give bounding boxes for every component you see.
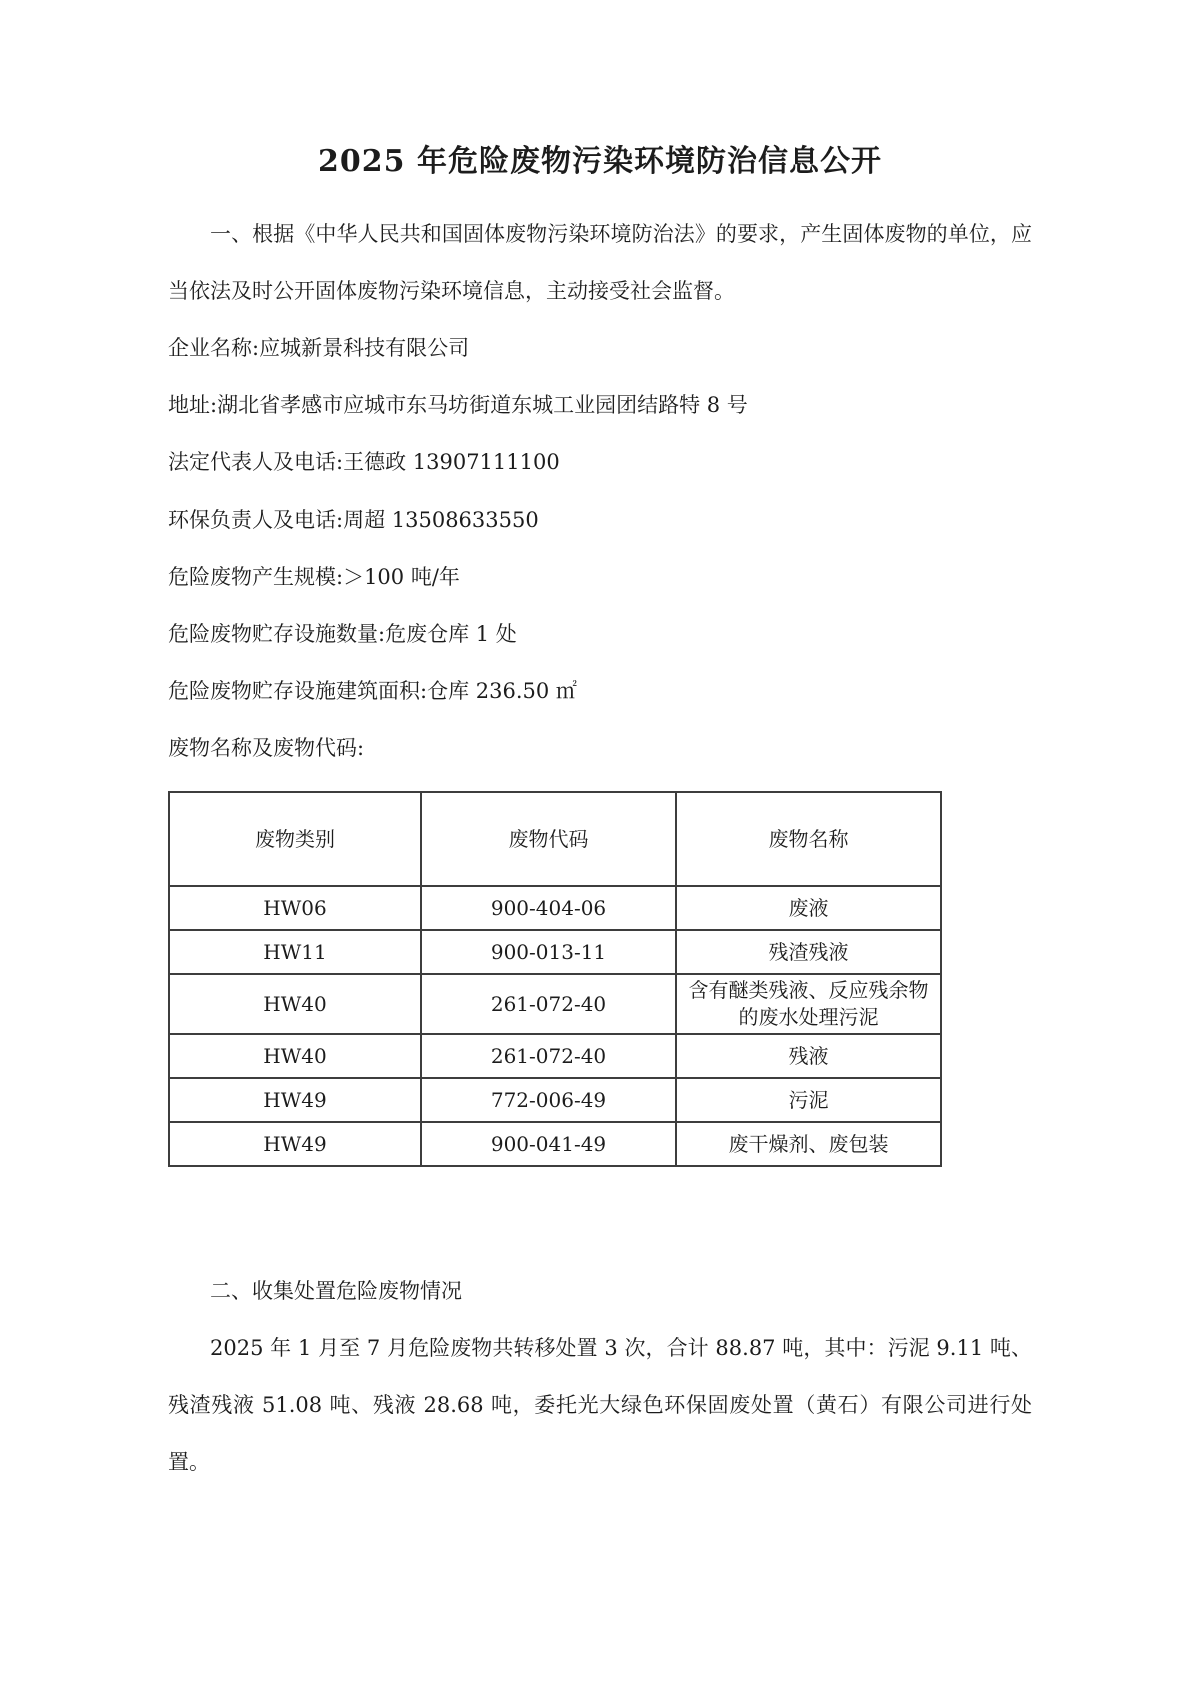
column-header-waste-code: 废物代码 [421,792,676,886]
page-title: 2025 年危险废物污染环境防治信息公开 [318,144,882,179]
info-line-waste-codes-label: 废物名称及废物代码: [168,735,365,760]
cell-waste-name: 废干燥剂、废包装 [676,1122,941,1166]
cell-waste-category: HW49 [169,1122,421,1166]
cell-waste-category: HW40 [169,974,421,1034]
cell-waste-name: 废液 [676,886,941,930]
cell-waste-code: 261-072-40 [421,1034,676,1078]
table-row [169,930,941,974]
table-row [169,1078,941,1122]
section2-paragraph: 2025 年 1 月至 7 月危险废物共转移处置 3 次，合计 88.87 吨，其中：污泥 9.11 吨、残渣残液 51.08 吨、残液 28.68 吨，委托光大绿色环保固废处置（黄石）有限公司进行处置。 [168,1336,1032,1475]
cell-waste-category: HW11 [169,930,421,974]
info-line-production-scale: 危险废物产生规模:＞100 吨/年 [168,564,460,589]
info-line-env-officer: 环保负责人及电话:周超 13508633550 [168,507,539,532]
waste-code-table [168,791,942,1167]
cell-waste-code: 261-072-40 [421,974,676,1034]
cell-waste-category: HW40 [169,1034,421,1078]
table-row [169,886,941,930]
table-row [169,1122,941,1166]
info-line-address: 地址:湖北省孝感市应城市东马坊街道东城工业园团结路特 8 号 [168,393,748,418]
info-line-company-name: 企业名称:应城新景科技有限公司 [168,336,470,361]
cell-waste-name: 含有醚类残液、反应残余物的废水处理污泥 [676,974,941,1034]
cell-waste-name: 残渣残液 [676,930,941,974]
table-row [169,1034,941,1078]
info-line-legal-representative: 法定代表人及电话:王德政 13907111100 [168,450,560,475]
cell-waste-category: HW06 [169,886,421,930]
cell-waste-name: 残液 [676,1034,941,1078]
cell-waste-name: 污泥 [676,1078,941,1122]
info-line-storage-facility-count: 危险废物贮存设施数量:危废仓库 1 处 [168,621,517,646]
table-row [169,974,941,1034]
column-header-waste-name: 废物名称 [676,792,941,886]
info-line-storage-facility-area: 危险废物贮存设施建筑面积:仓库 236.50 ㎡ [168,678,577,703]
cell-waste-category: HW49 [169,1078,421,1122]
cell-waste-code: 900-041-49 [421,1122,676,1166]
section1-paragraph: 一、根据《中华人民共和国固体废物污染环境防治法》的要求，产生固体废物的单位，应当依法及时公开固体废物污染环境信息，主动接受社会监督。 [168,222,1032,304]
column-header-waste-category: 废物类别 [169,792,421,886]
cell-waste-code: 900-404-06 [421,886,676,930]
table-header-row [169,792,941,886]
cell-waste-code: 900-013-11 [421,930,676,974]
section2-heading: 二、收集处置危险废物情况 [210,1279,462,1304]
cell-waste-code: 772-006-49 [421,1078,676,1122]
